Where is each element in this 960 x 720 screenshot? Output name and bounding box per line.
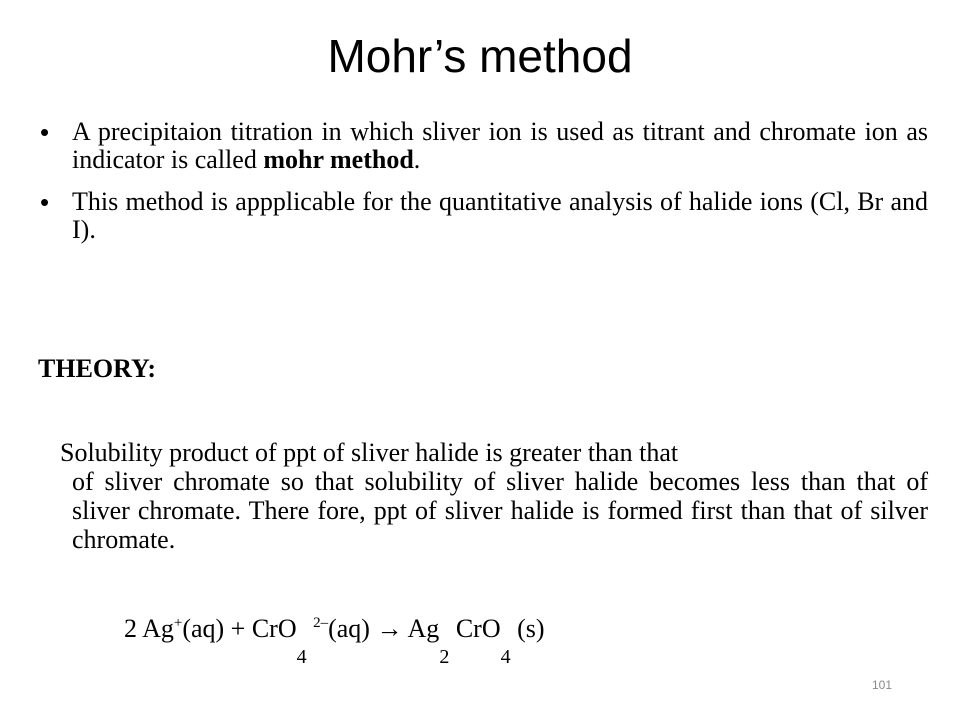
theory-heading: THEORY:	[38, 354, 157, 383]
bullet-list	[38, 118, 928, 258]
equation-part: (aq) → Ag	[328, 614, 440, 643]
bullet-text: This method is appplicable for the quantitative analysis of halide ions (Cl, Br and I).	[72, 187, 928, 244]
theory-rest: of sliver chromate so that solubility of sliver halide becomes less than that of sliver chromate. There fore, ppt of sliver halide is formed first than that of silver chromate.	[72, 467, 928, 554]
bullet-item-definition	[38, 118, 928, 174]
bullet-bold-term: mohr method	[263, 145, 414, 174]
equation-subscript: 4	[296, 646, 307, 668]
equation-part: (s)	[517, 614, 545, 643]
equation-subscript: 2	[439, 646, 450, 668]
equation-superscript: 2–	[313, 615, 329, 631]
equation-superscript: +	[173, 615, 183, 631]
theory-first-line: Solubility product of ppt of sliver halide is greater than that	[60, 438, 679, 467]
equation-subscript: 4	[500, 646, 511, 668]
bullet-icon: •	[40, 187, 50, 217]
equation-part: CrO	[455, 614, 501, 643]
equation-part: (aq) + CrO	[182, 614, 297, 643]
slide-title: Mohr’s method	[327, 30, 633, 82]
page-number: 101	[872, 678, 893, 692]
bullet-icon: •	[40, 117, 50, 147]
chemical-equation	[124, 608, 545, 668]
bullet-text-tail: .	[413, 145, 421, 174]
theory-paragraph	[60, 438, 928, 554]
bullet-text: A precipitaion titration in which sliver ion is used as titrant and chromate ion as indicator is called	[72, 117, 928, 174]
bullet-item-application	[38, 188, 928, 244]
equation-part: 2 Ag	[124, 614, 174, 643]
